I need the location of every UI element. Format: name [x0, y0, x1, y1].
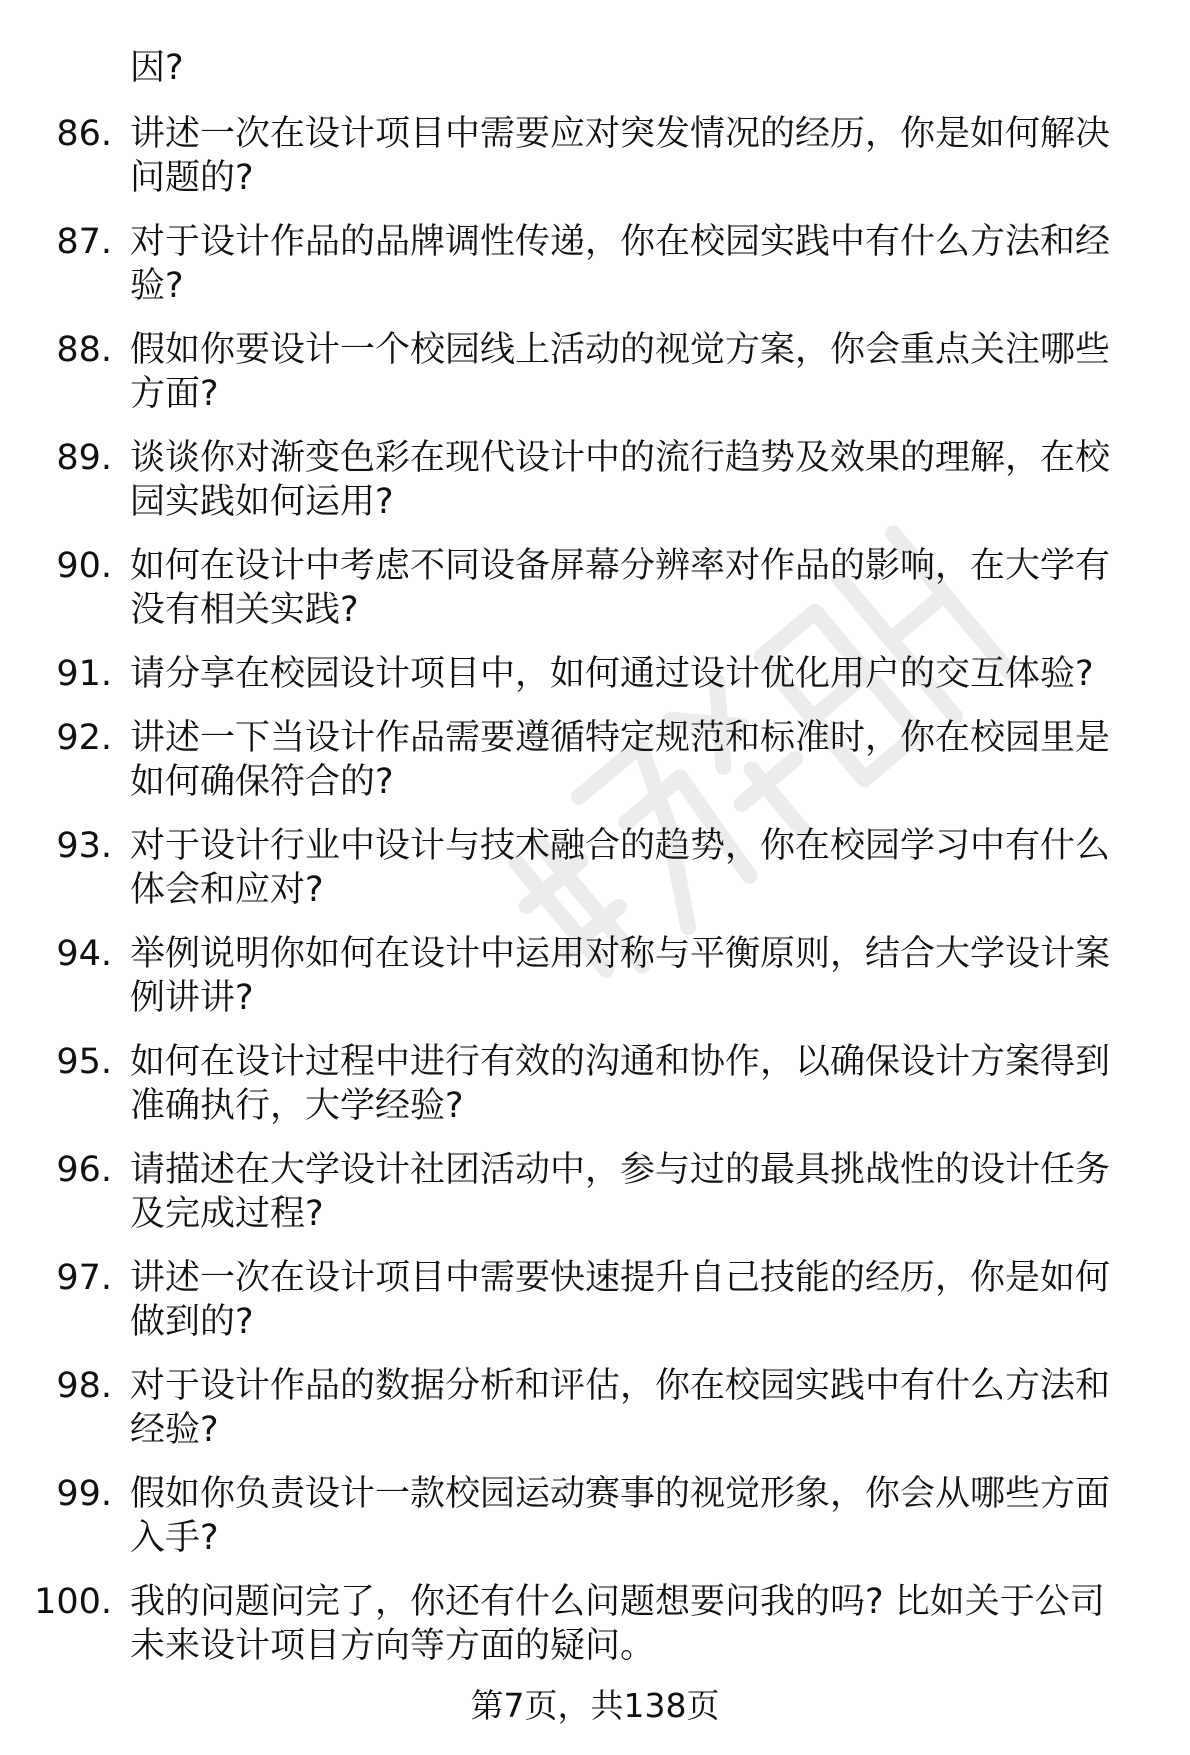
- list-item: [0, 716, 1190, 824]
- question-number: 88.: [56, 330, 112, 370]
- question-text: 对于设计作品的品牌调性传递，你在校园实践中有什么方法和经 验?: [130, 222, 1111, 306]
- question-text: 举例说明你如何在设计中运用对称与平衡原则，结合大学设计案 例讲讲?: [130, 934, 1111, 1018]
- question-text: 谈谈你对渐变色彩在现代设计中的流行趋势及效果的理解，在校 园实践如何运用?: [130, 438, 1111, 522]
- question-number: 100.: [34, 1582, 112, 1622]
- question-text: 请描述在大学设计社团活动中，参与过的最具挑战性的设计任务 及完成过程?: [130, 1150, 1111, 1234]
- page-indicator: 第7页，共138页: [470, 1686, 720, 1725]
- list-item: [0, 824, 1190, 932]
- list-item: [0, 1256, 1190, 1364]
- question-number: 94.: [56, 934, 112, 974]
- question-text: 请分享在校园设计项目中，如何通过设计优化用户的交互体验?: [130, 654, 1094, 694]
- question-number: 89.: [56, 438, 112, 478]
- list-item: [0, 1472, 1190, 1580]
- question-number: 92.: [56, 718, 112, 758]
- list-item: [0, 652, 1190, 716]
- question-number: 87.: [56, 222, 112, 262]
- question-number: 93.: [56, 826, 112, 866]
- list-item: [0, 932, 1190, 1040]
- question-number: 91.: [56, 654, 112, 694]
- list-item: [0, 1040, 1190, 1148]
- question-list: [0, 112, 1190, 1688]
- list-item: [0, 112, 1190, 220]
- list-item: [0, 1364, 1190, 1472]
- question-text: 如何在设计过程中进行有效的沟通和协作，以确保设计方案得到 准确执行，大学经验?: [130, 1042, 1111, 1126]
- list-item: [0, 1148, 1190, 1256]
- question-number: 90.: [56, 546, 112, 586]
- list-item: [0, 220, 1190, 328]
- question-text: 如何在设计中考虑不同设备屏幕分辨率对作品的影响，在大学有 没有相关实践?: [130, 546, 1111, 630]
- question-text: 对于设计作品的数据分析和评估，你在校园实践中有什么方法和 经验?: [130, 1366, 1111, 1450]
- question-text: 我的问题问完了，你还有什么问题想要问我的吗? 比如关于公司 未来设计项目方向等方面的疑问。: [130, 1582, 1105, 1666]
- question-number: 98.: [56, 1366, 112, 1406]
- question-text: 假如你要设计一个校园线上活动的视觉方案，你会重点关注哪些 方面?: [130, 330, 1111, 414]
- list-item: [0, 544, 1190, 652]
- question-number: 97.: [56, 1258, 112, 1298]
- question-text: 讲述一次在设计项目中需要快速提升自己技能的经历，你是如何 做到的?: [130, 1258, 1111, 1342]
- list-item: [0, 436, 1190, 544]
- continuation-text: 因?: [130, 48, 184, 88]
- question-number: 99.: [56, 1474, 112, 1514]
- question-text: 讲述一下当设计作品需要遵循特定规范和标准时，你在校园里是 如何确保符合的?: [130, 718, 1111, 802]
- question-text: 假如你负责设计一款校园运动赛事的视觉形象，你会从哪些方面 入手?: [130, 1474, 1111, 1558]
- question-text: 讲述一次在设计项目中需要应对突发情况的经历，你是如何解决 问题的?: [130, 114, 1111, 198]
- question-number: 95.: [56, 1042, 112, 1082]
- question-number: 86.: [56, 114, 112, 154]
- question-number: 96.: [56, 1150, 112, 1190]
- question-text: 对于设计行业中设计与技术融合的趋势，你在校园学习中有什么 体会和应对?: [130, 826, 1111, 910]
- list-item: [0, 328, 1190, 436]
- list-item: [0, 1580, 1190, 1688]
